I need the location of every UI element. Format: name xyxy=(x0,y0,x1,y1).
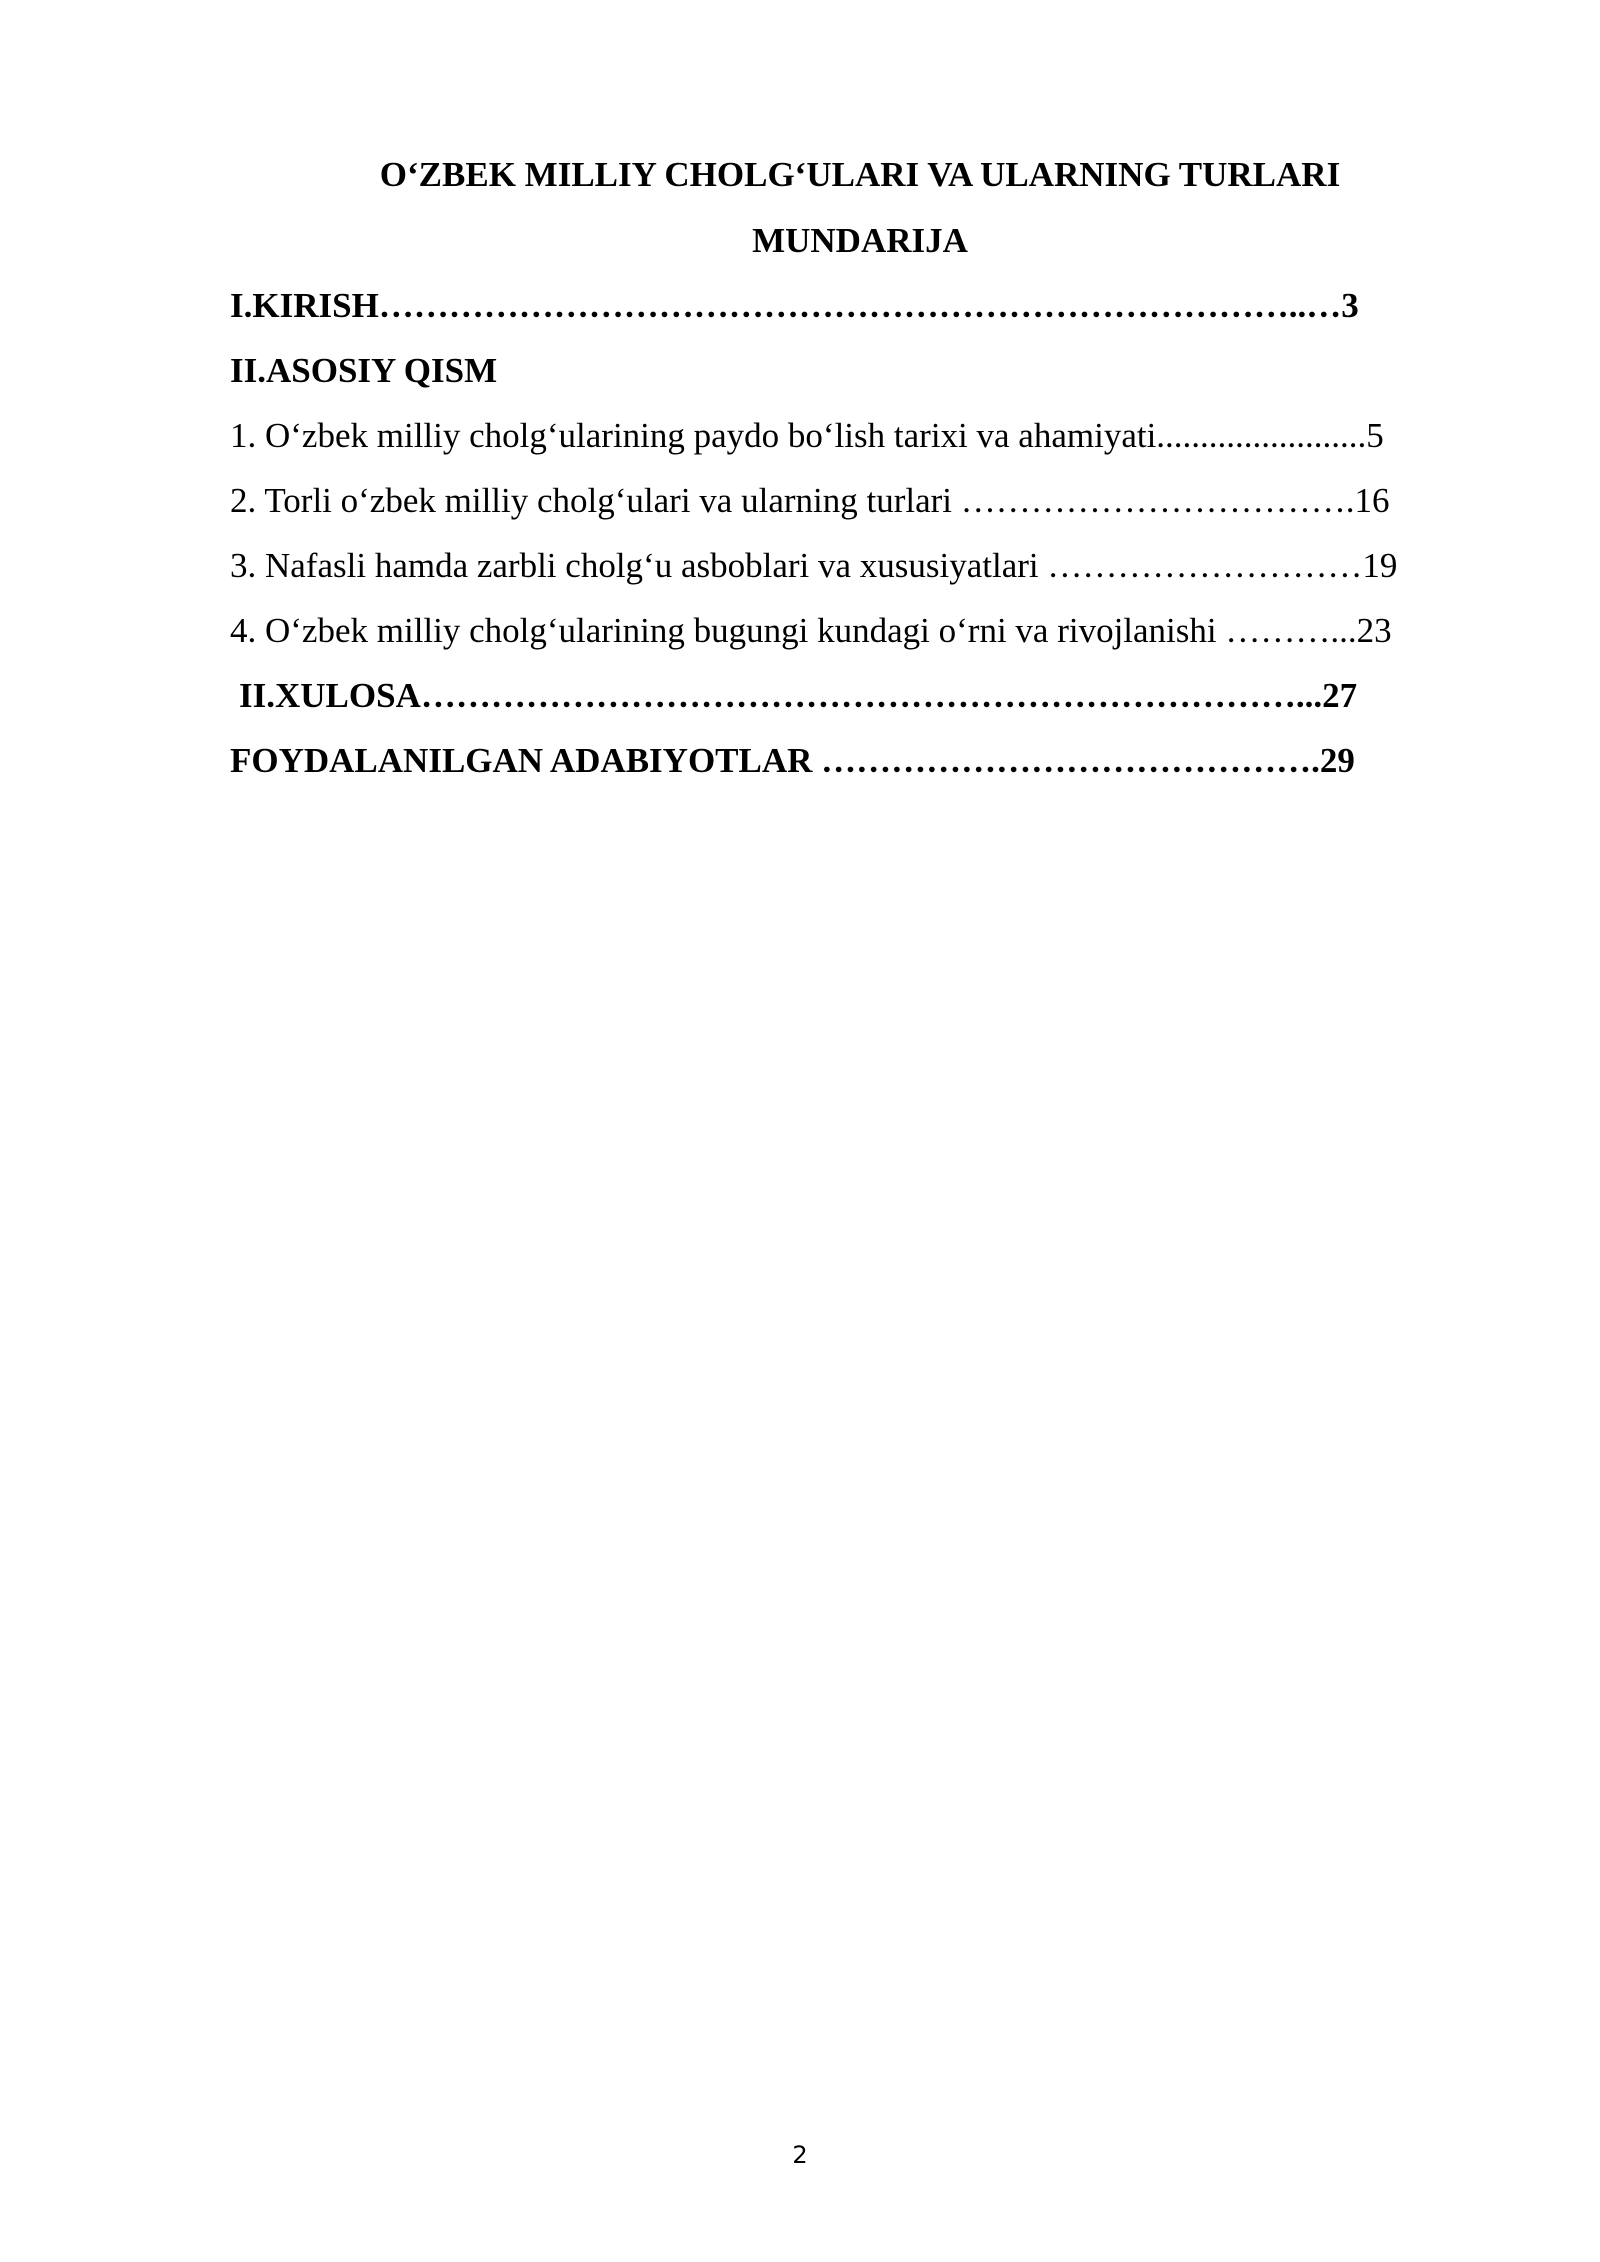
toc-entry-conclusion: II.XULOSA…………………………………………………………………...27 xyxy=(239,676,1358,715)
table-of-contents xyxy=(230,286,1490,806)
toc-entry-references: FOYDALANILGAN ADABIYOTLAR …………………………………….29 xyxy=(230,741,1355,780)
toc-heading: MUNDARIJA xyxy=(752,221,968,260)
toc-entry-main-part: II.ASOSIY QISM xyxy=(230,351,498,390)
toc-entry-introduction: I.KIRISH……………………………………………………………………..…3 xyxy=(230,286,1359,325)
toc-entry-chapter-4: 4. O‘zbek milliy cholg‘ularining bugungi kundagi o‘rni va rivojlanishi ………...23 xyxy=(230,611,1392,650)
toc-entry-chapter-3: 3. Nafasli hamda zarbli cholg‘u asboblari va xususiyatlari ………………………19 xyxy=(230,546,1398,585)
toc-entry-chapter-1: 1. O‘zbek milliy cholg‘ularining paydo bo‘lish tarixi va ahamiyati........................5 xyxy=(230,416,1384,455)
toc-entry-chapter-2: 2. Torli o‘zbek milliy cholg‘ulari va ularning turlari …………………………….16 xyxy=(230,481,1390,520)
page-number: 2 xyxy=(792,2141,808,2169)
document-title: O‘ZBEK MILLIY CHOLG‘ULARI VA ULARNING TURLARI xyxy=(379,155,1341,194)
